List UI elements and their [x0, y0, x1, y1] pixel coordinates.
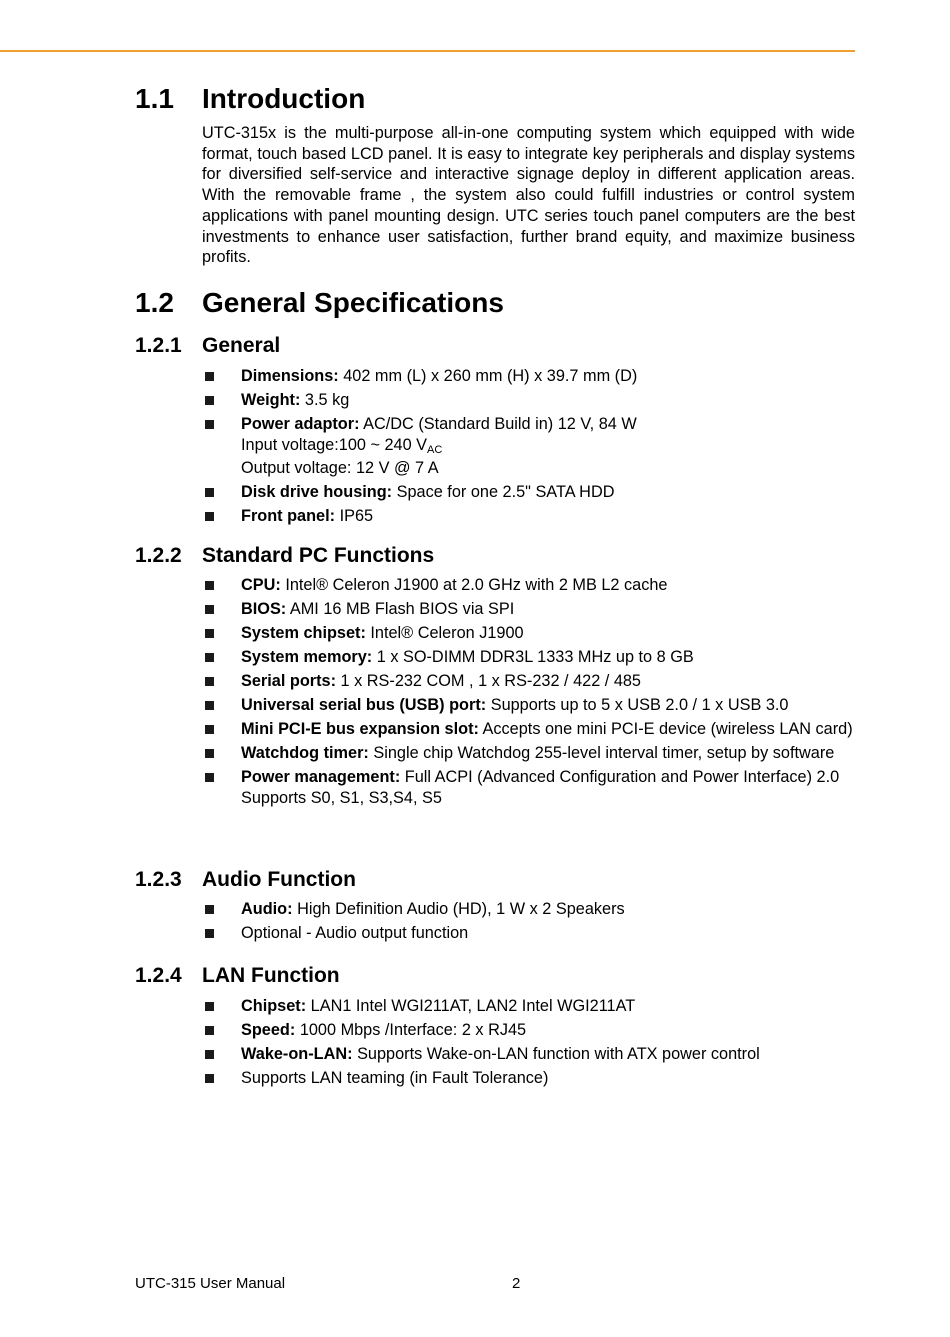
- item-text: Supports Wake-on-LAN function with ATX power control: [352, 1045, 760, 1063]
- list-item: [202, 899, 862, 920]
- list-item: [202, 482, 862, 503]
- square-bullet-icon: [205, 1002, 214, 1011]
- input-voltage-text: Input voltage:100 ~ 240 V: [241, 435, 428, 454]
- list-item: [202, 743, 862, 764]
- list-item: [202, 923, 862, 944]
- pc-functions-list: [202, 575, 862, 812]
- list-item: [202, 996, 862, 1017]
- item-text: Supports up to 5 x USB 2.0 / 1 x USB 3.0: [486, 696, 789, 714]
- square-bullet-icon: [205, 1050, 214, 1059]
- footer-manual-title: UTC-315 User Manual: [135, 1275, 286, 1292]
- item-label: Chipset:: [241, 997, 307, 1015]
- list-item: [202, 1044, 862, 1065]
- item-text: IP65: [335, 507, 374, 526]
- item-text: Supports LAN teaming (in Fault Tolerance): [241, 1069, 549, 1087]
- item-text: LAN1 Intel WGI211AT, LAN2 Intel WGI211AT: [306, 997, 636, 1015]
- audio-function-list: [202, 899, 862, 947]
- item-label: Disk drive housing:: [241, 483, 393, 502]
- subsection-number: 1.2.1: [135, 334, 182, 357]
- square-bullet-icon: [205, 396, 214, 405]
- square-bullet-icon: [205, 420, 214, 429]
- item-label: Front panel:: [241, 507, 336, 526]
- item-label: System chipset:: [241, 624, 366, 642]
- item-text: Single chip Watchdog 255-level interval timer, setup by software: [368, 744, 835, 762]
- item-text: 1000 Mbps /Interface: 2 x RJ45: [295, 1021, 527, 1039]
- item-label: Wake-on-LAN:: [241, 1045, 353, 1063]
- item-text: 402 mm (L) x 260 mm (H) x 39.7 mm (D): [338, 367, 638, 385]
- section-heading-general-specifications: [135, 286, 504, 320]
- list-item: [202, 695, 862, 716]
- item-text: Accepts one mini PCI-E device (wireless LAN card): [478, 720, 853, 738]
- subsection-heading-general: [135, 333, 280, 359]
- item-text: High Definition Audio (HD), 1 W x 2 Speakers: [292, 900, 625, 918]
- square-bullet-icon: [205, 372, 214, 381]
- square-bullet-icon: [205, 677, 214, 686]
- item-text: Full ACPI (Advanced Configuration and Power Interface) 2.0 Supports S0, S1, S3,S4, S5: [241, 768, 840, 807]
- item-text: Intel® Celeron J1900: [365, 624, 524, 642]
- square-bullet-icon: [205, 929, 214, 938]
- section-heading-introduction: [135, 82, 365, 116]
- item-label: Universal serial bus (USB) port:: [241, 696, 487, 714]
- subsection-heading-audio-function: [135, 867, 356, 893]
- item-text: Space for one 2.5" SATA HDD: [392, 483, 615, 502]
- square-bullet-icon: [205, 581, 214, 590]
- item-label: Power adaptor:: [241, 415, 360, 433]
- list-item: [202, 390, 862, 411]
- square-bullet-icon: [205, 1026, 214, 1035]
- item-text: AC/DC (Standard Build in) 12 V, 84 W: [359, 415, 637, 433]
- item-label: Speed:: [241, 1021, 296, 1039]
- square-bullet-icon: [205, 905, 214, 914]
- item-text: AMI 16 MB Flash BIOS via SPI: [286, 600, 515, 618]
- item-label: Mini PCI-E bus expansion slot:: [241, 720, 479, 738]
- list-item: [202, 647, 862, 668]
- section-title: Introduction: [202, 83, 366, 114]
- output-voltage-line: Output voltage: 12 V @ 7 A: [241, 459, 439, 478]
- list-item: [202, 1020, 862, 1041]
- item-label: Audio:: [241, 900, 293, 918]
- intro-paragraph: UTC-315x is the multi-purpose all-in-one computing system which equipped with wide format, touch based LCD panel. It is easy to integrate key peripherals and display systems for diversified self-service and interactive signage deploy in different application areas. With the removable frame , the system also could fulfill industries or control system applications with panel mounting design. UTC series touch panel computers are the best investments to enhance user satisfaction, further brand equity, and maximize business profits.: [202, 124, 855, 267]
- subsection-number: 1.2.4: [135, 964, 182, 987]
- item-label: BIOS:: [241, 600, 287, 618]
- list-item: [202, 575, 862, 596]
- list-item: [202, 1068, 862, 1089]
- square-bullet-icon: [205, 773, 214, 782]
- item-label: Serial ports:: [241, 672, 337, 690]
- square-bullet-icon: [205, 629, 214, 638]
- subsection-heading-lan-function: [135, 963, 340, 989]
- item-text: 1 x RS-232 COM , 1 x RS-232 / 422 / 485: [336, 672, 641, 690]
- lan-function-list: [202, 996, 862, 1092]
- item-text: Optional - Audio output function: [241, 924, 469, 942]
- general-spec-list: [202, 366, 862, 530]
- list-item: [202, 506, 862, 527]
- item-label: Weight:: [241, 391, 301, 409]
- list-item: [202, 414, 862, 479]
- subsection-title: General: [202, 334, 281, 357]
- item-text: Intel® Celeron J1900 at 2.0 GHz with 2 MB L2 cache: [280, 576, 668, 594]
- item-label: Watchdog timer:: [241, 744, 369, 762]
- item-text: 1 x SO-DIMM DDR3L 1333 MHz up to 8 GB: [372, 648, 694, 666]
- item-text: 3.5 kg: [300, 391, 350, 409]
- item-label: CPU:: [241, 576, 281, 594]
- list-item: [202, 671, 862, 692]
- list-item: [202, 719, 862, 740]
- subsection-title: Standard PC Functions: [202, 544, 435, 567]
- list-item: [202, 767, 862, 808]
- square-bullet-icon: [205, 653, 214, 662]
- subsection-title: Audio Function: [202, 868, 356, 891]
- list-item: [202, 623, 862, 644]
- subsection-number: 1.2.2: [135, 544, 182, 567]
- footer-page-number: 2: [512, 1275, 521, 1292]
- square-bullet-icon: [205, 749, 214, 758]
- section-number: 1.1: [135, 83, 174, 114]
- subsection-title: LAN Function: [202, 964, 340, 987]
- subsection-heading-standard-pc-functions: [135, 543, 434, 569]
- list-item: [202, 599, 862, 620]
- square-bullet-icon: [205, 605, 214, 614]
- section-title: General Specifications: [202, 287, 504, 318]
- square-bullet-icon: [205, 512, 214, 521]
- item-label: Power management:: [241, 768, 401, 786]
- square-bullet-icon: [205, 1074, 214, 1083]
- list-item: [202, 366, 862, 387]
- square-bullet-icon: [205, 701, 214, 710]
- input-voltage-subscript: AC: [427, 443, 443, 456]
- item-label: System memory:: [241, 648, 373, 666]
- item-label: Dimensions:: [241, 367, 339, 385]
- section-number: 1.2: [135, 287, 174, 318]
- square-bullet-icon: [205, 488, 214, 497]
- input-voltage-line: [241, 435, 862, 456]
- square-bullet-icon: [205, 725, 214, 734]
- header-rule: [0, 50, 855, 52]
- subsection-number: 1.2.3: [135, 868, 182, 891]
